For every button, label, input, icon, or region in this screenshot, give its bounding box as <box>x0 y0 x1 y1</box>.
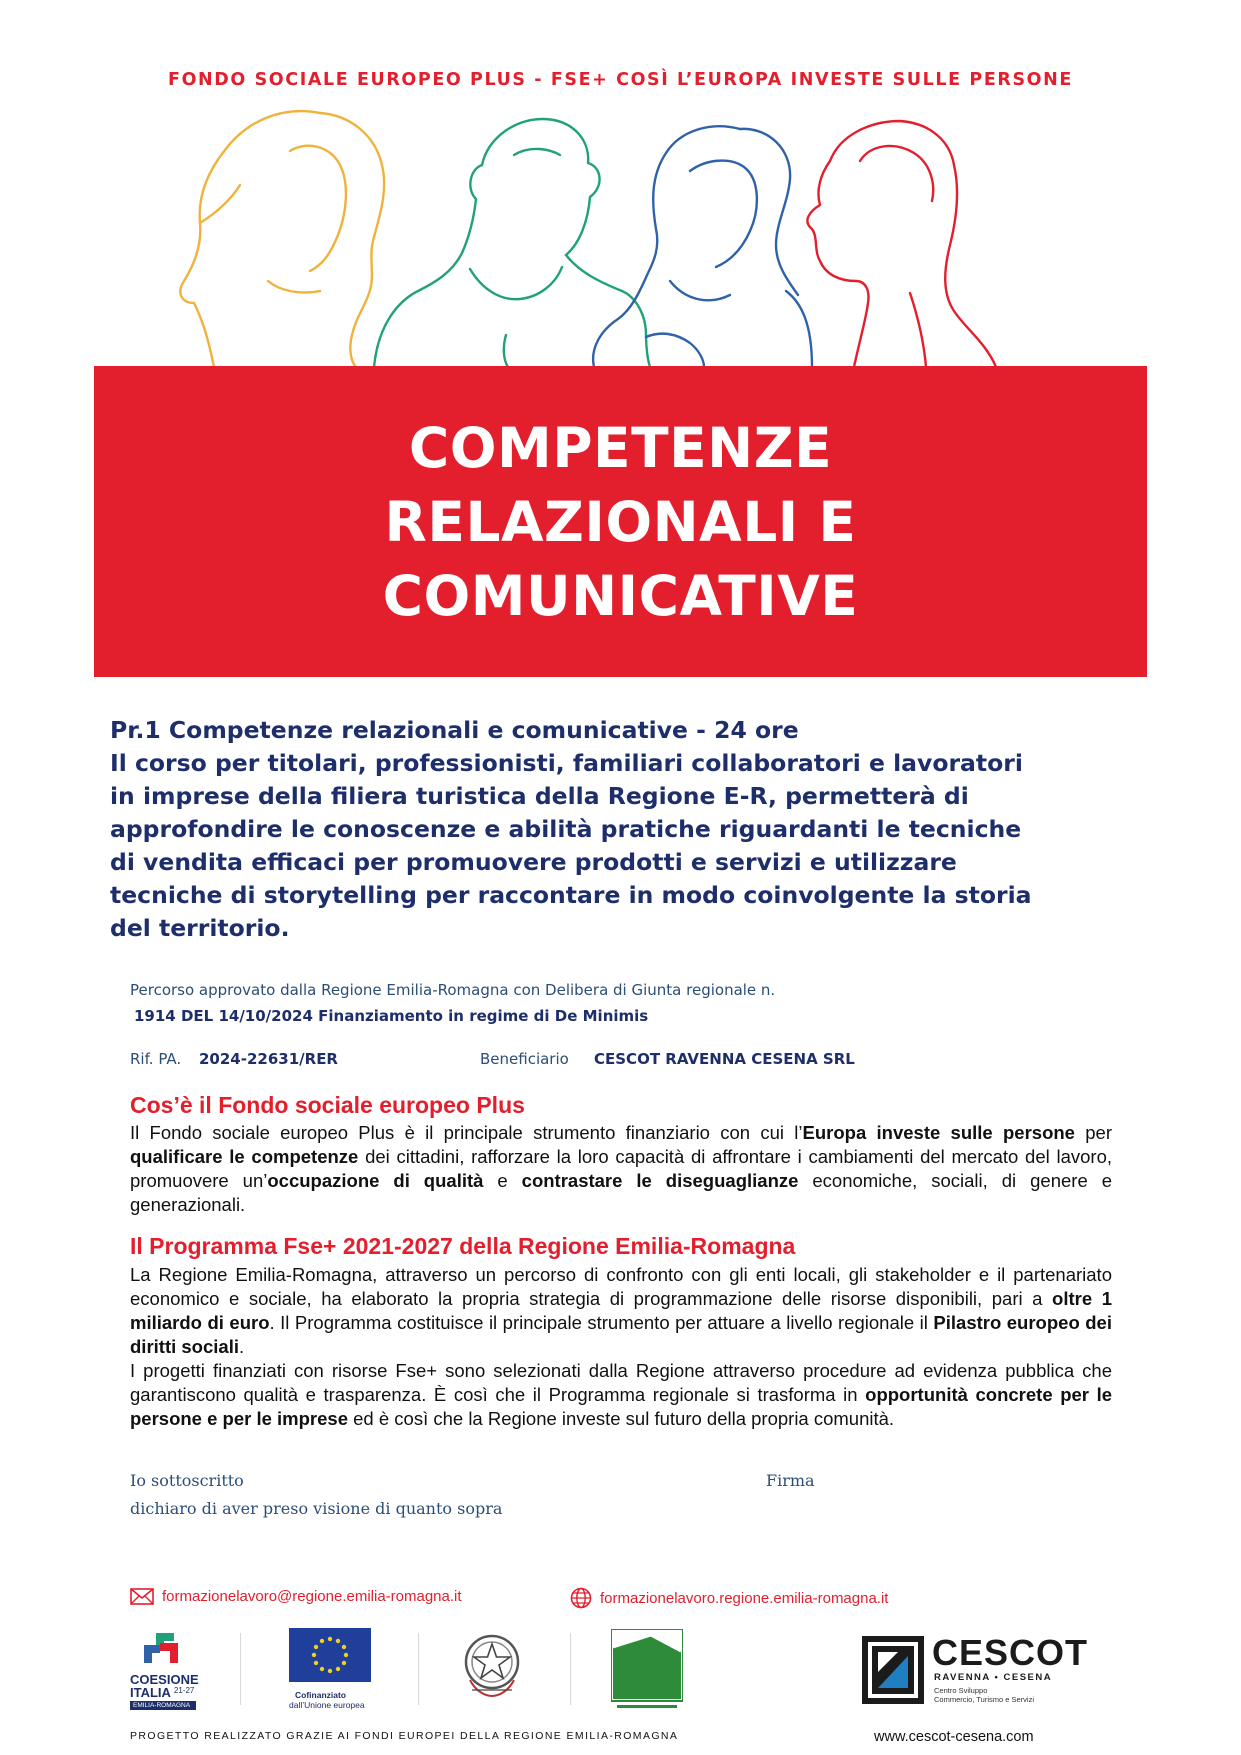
approval-line-2: 1914 DEL 14/10/2024 Finanziamento in regime di De Minimis <box>134 1007 649 1025</box>
globe-icon <box>570 1587 592 1609</box>
coesione-text-2: ITALIA <box>130 1685 171 1700</box>
text-run: . Il Programma costituisce il principale strumento per attuare a livello regionale il <box>269 1312 934 1333</box>
cescot-logo <box>862 1632 1089 1706</box>
bold-run: qualificare le competenze <box>130 1146 359 1167</box>
bold-run: contrastare le diseguaglianze <box>521 1170 799 1191</box>
title-line-3: COMUNICATIVE <box>382 563 859 628</box>
program-paragraph-2 <box>130 1359 1112 1431</box>
rif-label: Rif. PA. <box>130 1050 182 1068</box>
title-line-2: RELAZIONALI E <box>384 489 857 554</box>
beneficiary-label: Beneficiario <box>480 1050 569 1068</box>
course-line-7: del territorio. <box>110 914 290 942</box>
cescot-desc-2: Commercio, Turismo e Servizi <box>934 1695 1035 1704</box>
cescot-website-link[interactable]: www.cescot-cesena.com <box>874 1729 1034 1745</box>
eu-text-2: dall’Unione europea <box>289 1700 365 1710</box>
text-run: per <box>1085 1122 1112 1143</box>
email-contact[interactable] <box>130 1588 462 1605</box>
website-contact[interactable] <box>570 1587 888 1609</box>
text-run: I progetti finanziati con risorse Fse+ sono selezionati dalla Regione attraverso procedure ad evidenza pubblica che garantiscono qualità e trasparenza. È così che il Programma regionale si trasforma in <box>130 1360 1112 1405</box>
course-line-3: in imprese della filiera turistica della Regione E-R, permetterà di <box>110 782 969 810</box>
logo-divider <box>418 1633 419 1705</box>
bold-run: Pilastro europeo dei diritti sociali <box>130 1312 1112 1357</box>
person-blue-outline <box>593 126 812 367</box>
cescot-mark-icon <box>862 1636 924 1704</box>
text-run: economiche, sociali, di genere e generazionali. <box>130 1170 1112 1215</box>
email-link[interactable]: formazionelavoro@regione.emilia-romagna.it <box>162 1588 462 1605</box>
envelope-icon <box>130 1588 154 1605</box>
person-green-outline <box>374 119 650 367</box>
course-line-6: tecniche di storytelling per raccontare in modo coinvolgente la storia <box>110 881 1032 909</box>
beneficiary-value: CESCOT RAVENNA CESENA SRL <box>594 1050 855 1068</box>
text-run: ed è così che la Regione investe sul futuro della propria comunità. <box>348 1408 895 1429</box>
eu-text-1: Cofinanziato <box>295 1690 346 1700</box>
text-run: e <box>483 1170 522 1191</box>
coesione-years: 21-27 <box>173 1686 195 1695</box>
top-banner: FONDO SOCIALE EUROPEO PLUS - FSE+ COSÌ L’EUROPA INVESTE SULLE PERSONE <box>168 70 1073 90</box>
logo-divider <box>570 1633 571 1705</box>
declaration-text: dichiaro di aver preso visione di quanto sopra <box>130 1499 503 1518</box>
course-description <box>110 714 1130 945</box>
course-line-2: Il corso per titolari, professionisti, familiari collaboratori e lavoratori <box>110 749 1023 777</box>
bold-run: occupazione di qualità <box>267 1170 484 1191</box>
title-line-1: COMPETENZE <box>408 415 833 480</box>
bold-run: opportunità concrete per le persone e per le imprese <box>130 1384 1113 1429</box>
footer-note: PROGETTO REALIZZATO GRAZIE AI FONDI EUROPEI DELLA REGIONE EMILIA-ROMAGNA <box>130 1730 679 1742</box>
course-line-1: Pr.1 Competenze relazionali e comunicative - 24 ore <box>110 716 799 744</box>
program-paragraph-1 <box>130 1263 1112 1359</box>
coesione-row <box>130 1686 202 1699</box>
website-link[interactable]: formazionelavoro.regione.emilia-romagna.it <box>600 1589 889 1607</box>
coesione-text-1: COESIONE <box>130 1672 199 1687</box>
rif-value: 2024-22631/RER <box>199 1050 338 1068</box>
cescot-desc-1: Centro Sviluppo <box>934 1686 988 1695</box>
undersigned-label: Io sottoscritto <box>130 1471 244 1490</box>
bold-run: Europa investe sulle persone <box>802 1122 1075 1143</box>
text-run: Il Fondo sociale europeo Plus è il principale strumento finanziario con cui l’ <box>130 1122 803 1143</box>
signature-label: Firma <box>766 1471 815 1490</box>
text-run: La Regione Emilia-Romagna, attraverso un percorso di confronto con gli enti locali, gli stakeholder e il partenariato economico e sociale, ha elaborato la propria strategia di programmazione delle risorse disponibili, pari a <box>130 1264 1112 1309</box>
title-box <box>94 366 1147 677</box>
italian-republic-emblem-icon <box>462 1630 522 1702</box>
four-people-line-art-icon <box>170 105 1070 370</box>
text-run: dei cittadini, rafforzare la loro capacità di affrontare i cambiamenti del mercato del lavoro, promuovere un’ <box>130 1146 1112 1191</box>
program-section-title: Il Programma Fse+ 2021-2027 della Regione Emilia-Romagna <box>130 1233 796 1259</box>
person-yellow-outline <box>180 111 384 367</box>
cescot-name: CESCOT <box>932 1632 1089 1673</box>
person-red-outline <box>807 121 996 367</box>
regione-emilia-romagna-logo-icon <box>611 1629 683 1713</box>
cescot-sub: RAVENNA • CESENA <box>934 1672 1053 1683</box>
fse-section-title: Cos’è il Fondo sociale europeo Plus <box>130 1092 525 1118</box>
approval-line-1: Percorso approvato dalla Regione Emilia-Romagna con Delibera di Giunta regionale n. <box>130 981 776 999</box>
text-run: . <box>238 1336 245 1357</box>
bold-run: oltre 1 miliardo di euro <box>130 1288 1112 1333</box>
course-line-5: di vendita efficaci per promuovere prodotti e servizi e utilizzare <box>110 848 957 876</box>
coesione-arrow-icon <box>130 1629 202 1669</box>
course-line-4: approfondire le conoscenze e abilità pratiche riguardanti le tecniche <box>110 815 1022 843</box>
coesione-italia-logo <box>130 1629 202 1713</box>
coesione-region: EMILIA-ROMAGNA <box>130 1701 196 1710</box>
eu-flag-icon <box>289 1628 371 1682</box>
logo-divider <box>240 1633 241 1705</box>
fse-paragraph <box>130 1121 1112 1217</box>
eu-cofinanced-logo <box>289 1628 385 1710</box>
